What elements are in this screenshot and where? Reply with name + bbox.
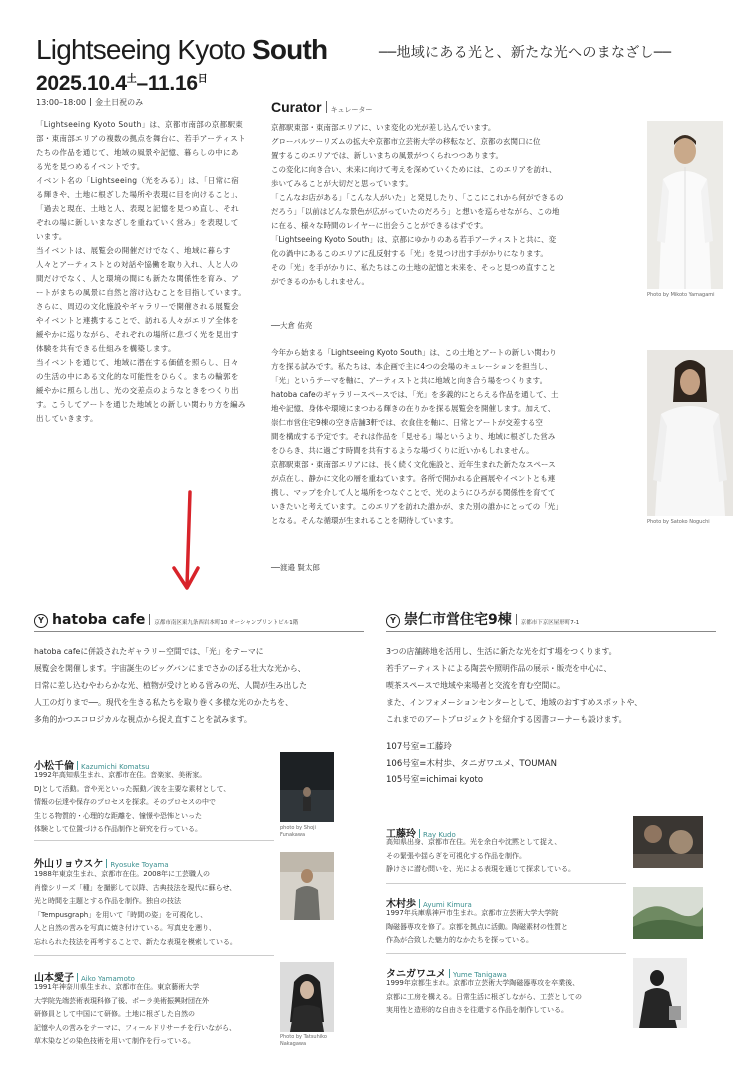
text-line: この変化に向き合い、未来に向けて考えを深めていくためには、このエリアを訪れ、 — [271, 165, 557, 174]
artist-name-en: Ayumi Kimura — [423, 901, 472, 909]
divider — [326, 101, 327, 113]
text-line: 京都駅東部・東南部エリアには、長く続く文化施設と、近年生まれた新たなスペース — [271, 460, 556, 469]
artist-photo-illustration — [633, 887, 703, 939]
event-title-bold: South — [252, 34, 328, 65]
event-title-light: Lightseeing Kyoto — [36, 34, 252, 65]
date-end: –11.16 — [136, 72, 198, 95]
text-line: 「光」というテーマを軸に、アーティストと共に地域と向き合う場をつくります。 — [271, 376, 548, 385]
event-dates — [36, 70, 207, 96]
curator-statement-1 — [271, 121, 641, 289]
artist-photo — [633, 958, 687, 1028]
room-list — [386, 739, 557, 789]
text-line: 大学院先端芸術表現科修了後、ポーラ美術振興財団在外 — [34, 996, 209, 1005]
divider — [386, 883, 626, 884]
text-line: グローバルツーリズムの拡大や京都市立芸術大学の移転など、京都の玄関口に位 — [271, 137, 541, 146]
artist-bio — [34, 868, 237, 949]
curator-heading — [271, 97, 373, 116]
artist-photo — [633, 816, 703, 868]
artist-bio — [386, 836, 575, 877]
curator-statement-2 — [271, 346, 641, 528]
text-line: 人と自然の営みを写真に焼き付けている。写真史を遡り、 — [34, 924, 216, 932]
text-line: 多角的かつエコロジカルな視点から捉え直すことを試みます。 — [34, 715, 252, 724]
venue-heading-sujin — [386, 609, 579, 629]
text-line: 置するこのエリアでは、新しいまちの風景がつくられつつあります。 — [271, 151, 503, 160]
date-start-dow: 土 — [126, 74, 137, 85]
divider — [106, 859, 107, 868]
text-line: 喫茶スペースで地域や来場者と交流を育む空間に。 — [386, 681, 565, 690]
date-start: 2025.10.4 — [36, 72, 127, 95]
artist-name-en: Aiko Yamamoto — [81, 975, 135, 983]
text-line: 「Lightseeing Kyoto South」は、京都にゆかりのある若手アーティストと共に、変 — [271, 235, 557, 244]
curator-photo-watanabe — [647, 350, 733, 516]
artist-name-en: Yume Tanigawa — [453, 971, 507, 979]
curator-title-jp: キュレーター — [330, 106, 373, 114]
artist-name-jp: 工藤玲 — [386, 829, 416, 840]
text-line: 情報の伝達や保存のプロセスを探求。そのプロセスの中で — [34, 798, 216, 806]
text-line: 草木染などの染色技術を用いて制作を行っている。 — [34, 1037, 195, 1045]
arrow-down-icon — [168, 488, 208, 598]
text-line: だろう」「以前はどんな景色が広がっていたのだろう」と想いを巡らせながら、この地 — [271, 207, 560, 216]
text-line: その「光」を手がかりに、私たちはこの土地の記憶と未来を、そっと見つめ直すこと — [271, 263, 556, 272]
text-line: 京都駅東部・東南部エリアに、いま変化の光が差し込んでいます。 — [271, 123, 496, 132]
text-line: 研修員として中国にて研修。土地に根ざした自然の — [34, 1010, 195, 1018]
intro-text — [36, 118, 246, 426]
divider — [386, 953, 626, 954]
text-line: 日常に差し込むやわらかな光、植物が受けとめる営みの光、人間が生み出した — [34, 681, 307, 690]
text-line: 記憶や人の営みをテーマに、フィールドリサーチを行いながら、 — [34, 1023, 237, 1032]
artist-name-jp: 外山リョウスケ — [34, 859, 104, 870]
text-line: 歩いてみることが大切だと思っています。 — [271, 179, 413, 188]
artist-photo — [280, 852, 334, 920]
photo-credit: photo by Shoji Funakawa — [280, 825, 316, 838]
intro-paragraph: 当イベントは、展覧会の開催だけでなく、地域に暮らす人々とアーティストとの対話や協働を取り入れ、人と人の間だけでなく、人と環境の間にも新たな関係性を育み、アートがまちの風景に自然と溶け込むことを目指しています。 — [36, 246, 246, 297]
opening-time: 13:00–18:00 — [36, 98, 87, 107]
event-title — [36, 34, 327, 66]
text-line: 京都に工房を構える。日常生活に根ざしながら、工芸としての — [386, 992, 582, 1001]
artist-photo-illustration — [633, 958, 687, 1028]
date-end-dow: 日 — [197, 74, 208, 85]
intro-paragraph: 「Lightseeing Kyoto South」は、京都市南部の京都駅東部・東南部エリアの複数の拠点を舞台に、若手アーティストたちの作品を通じて、地域の風景や記憶、暮らしの中にある光を見つめるイベントです。 — [36, 120, 246, 171]
text-line: 作為が合致した魅力的なかたちを探っている。 — [386, 936, 533, 944]
text-line: hatoba cafeのギャラリースペースでは、「光」を多義的にとらえる作品を通して、土 — [271, 390, 559, 399]
text-line: をひらき、共に過ごす時間を共有するような場づくりに近いかもしれません。 — [271, 446, 534, 455]
artist-photo-illustration — [280, 852, 334, 920]
photo-credit: Photo by Satoko Noguchi — [647, 519, 710, 525]
text-line: となる。そんな循環が生まれることを期待しています。 — [271, 516, 458, 525]
portrait-illustration — [647, 350, 733, 516]
curator-title: Curator — [271, 99, 322, 115]
curator-signature-1: ──大倉 佑亮 — [271, 321, 313, 330]
text-line: DJとして活動。音や光といった振動／波を主要な素材として、 — [34, 784, 231, 793]
artist-name-en: Ray Kudo — [423, 831, 456, 839]
text-line: 若手アーティストによる陶芸や照明作品の展示・販売を中心に、 — [386, 664, 612, 673]
venue-description-sujin — [386, 643, 642, 728]
text-line: 1988年東京生まれ、京都市在住。2008年に工芸職人の — [34, 870, 211, 878]
artist-photo — [280, 962, 334, 1032]
text-line: 「Tempusgraph」を用いて「時間の姿」を可視化し、 — [34, 910, 208, 919]
text-line: 陶磁器専攻を修了。京都を拠点に活動。陶磁素材の性質と — [386, 922, 568, 931]
text-line: 崇仁市営住宅9棟の空き店舗3軒では、衣食住を軸に、日常とアートが交差する空 — [271, 418, 543, 427]
curator-signature-2: ──渡邉 賢太郎 — [271, 563, 320, 572]
text-line: 1991年神奈川県生まれ、京都市在住。東京藝術大学 — [34, 983, 200, 991]
text-line: いきたいと考えています。このエリアを訪れた誰かが、また別の誰かにとっての「光」 — [271, 502, 563, 511]
artist-name-en: Ryosuke Toyama — [110, 861, 169, 869]
text-line: 1999年京都生まれ。京都市立芸術大学陶磁器専攻を卒業後、 — [386, 979, 580, 987]
artist-bio — [34, 769, 230, 837]
artist-photo-illustration — [633, 816, 703, 868]
venue-name: hatoba cafe — [52, 612, 146, 628]
venue-description-hatoba — [34, 643, 307, 728]
text-line: また、インフォメーションセンターとして、地域のおすすめスポットや、 — [386, 698, 643, 707]
text-line: ができるのかもしれません。 — [271, 277, 369, 286]
text-line: 「こんなお店がある」「こんな人がいた」と発見したり、「ここにこれから何ができるの — [271, 193, 564, 202]
text-line: 人工の灯りまで──。現代を生きる私たちを取り巻く多様な光のかたちを、 — [34, 698, 293, 707]
text-line: 間を構成する予定です。それは作品を「見せる」場というより、地域に根ざした営み — [271, 432, 556, 441]
section-rule — [386, 631, 716, 632]
text-line: 光と時間を主題とする作品を制作。独自の技法 — [34, 897, 181, 905]
event-hours — [36, 97, 143, 108]
divider — [90, 98, 91, 106]
event-subtitle: ──地域にある光と、新たな光へのまなざし── — [379, 45, 672, 61]
opening-days: 金土日祝のみ — [95, 98, 144, 107]
artist-photo-illustration — [280, 752, 334, 822]
text-line: が点在し、静かに文化の層を重ねています。各所で開かれる企画展やイベントとも連 — [271, 474, 556, 483]
text-line: 実用性と造形的な自由さを往還する作品を制作している。 — [386, 1006, 568, 1014]
divider — [149, 614, 150, 625]
text-line: 肖像シリーズ「種」を撮影して以降、古典技法を現代に蘇らせ、 — [34, 883, 237, 892]
text-line: その緊張や揺らぎを可視化する作品を制作。 — [386, 851, 526, 860]
text-line: 1997年兵庫県神戸市生まれ。京都市立芸術大学大学院 — [386, 909, 559, 917]
artist-photo — [633, 887, 703, 939]
divider — [516, 614, 517, 625]
text-line: 3つの店舗跡地を活用し、生活に新たな光を灯す場をつくります。 — [386, 647, 617, 656]
artist-photo-illustration — [280, 962, 334, 1032]
artist-name-jp: 木村歩 — [386, 899, 416, 910]
text-line: 1992年高知県生まれ、京都市在住。音楽家、美術家。 — [34, 771, 207, 779]
room-item: 106号室=木村歩、タニガワユメ、TOUMAN — [386, 758, 557, 769]
venue-address: 京都市南区東九条西岩本町10 オーシャンプリントビル1階 — [154, 620, 299, 626]
photo-credit: Photo by Mikoto Yamagami — [647, 292, 715, 298]
text-line: 高知県出身、京都市在住。光を余白や沈黙として捉え、 — [386, 838, 562, 846]
curator-photo-okura — [647, 121, 723, 289]
venue-name: 崇仁市営住宅9棟 — [404, 612, 512, 628]
venue-address: 京都市下京区屋形町7-1 — [520, 620, 580, 626]
intro-paragraph: イベント名の「Lightseeing（光をみる）」は、「日常に宿る輝きや、土地に根ざした場所や表現に目を向けること」、「過去と現在、土地と人、表現と記憶を見つめ直し、それぞれの場に新しいまなざしを重ねていく営み」を表現しています。 — [36, 176, 243, 241]
text-line: 携し、マップを介して人と場所をつなぐことで、光のようにひろがる関係性を育てて — [271, 488, 556, 497]
text-line: 静けさに潜む問いを、光による表現を通じて探求している。 — [386, 865, 575, 873]
divider — [34, 955, 274, 956]
text-line: 展覧会を開催します。宇宙誕生のビッグバンにまでさかのぼる壮大な光から、 — [34, 664, 306, 673]
artist-name-en: Kazumichi Komatsu — [81, 763, 150, 771]
room-item: 107号室=工藤玲 — [386, 742, 452, 752]
text-line: 今年から始まる「Lightseeing Kyoto South」は、この土地とアートの新しい関わり — [271, 348, 557, 357]
text-line: 地や記憶、身体や環境にまつわる輝きの在りかを探る展覧会を開催します。加えて、 — [271, 404, 556, 413]
text-line: hatoba cafeに併設されたギャラリー空間では、「光」をテーマに — [34, 647, 264, 656]
intro-paragraph: さらに、周辺の文化施設やギャラリーで開催される展覧会やイベントと連携することで、訪れる人々がエリア全体を緩やかに巡りながら、それぞれの場所に息づく光を見出す体験を共有できる仕組みを構築します。 — [36, 302, 239, 353]
map-pin-icon: Y — [386, 614, 400, 628]
divider — [34, 840, 274, 841]
artist-photo — [280, 752, 334, 822]
text-line: 化の渦中にあるこのエリアに乱反射する「光」を見つけ出す手がかりになります。 — [271, 249, 548, 258]
map-pin-icon: Y — [34, 614, 48, 628]
text-line: 生じる物質的・心理的な距離を、憧憬や恐怖といった — [34, 811, 202, 820]
artist-bio — [34, 981, 236, 1049]
text-line: 体験として位置づける作品制作と研究を行っている。 — [34, 825, 202, 833]
room-item: 105号室=ichimai kyoto — [386, 775, 484, 785]
text-line: 方を探る試みです。私たちは、本企画で主に4つの会場のキュレーションを担当し、 — [271, 362, 553, 371]
photo-credit: Photo by Tatsuhiko Nakagawa — [280, 1034, 327, 1047]
artist-bio — [386, 977, 582, 1018]
intro-paragraph: 当イベントを通じて、地域に潜在する価値を照らし、日々の生活の中にある文化的な可能性をひらく。まちの輪郭を緩やかに照らし出し、光の交差点のようなときをつくり出す。こうしてアートを通じた地域との新しい関わり方を編み出していきます。 — [36, 358, 246, 423]
text-line: に在る、様々な時間のレイヤーに出会うことができるはずです。 — [271, 221, 488, 230]
text-line: これまでのアートプロジェクトを紹介する図書コーナーも設けます。 — [386, 715, 627, 724]
artist-name-jp: 小松千倫 — [34, 761, 74, 772]
portrait-illustration — [647, 121, 723, 289]
venue-heading-hatoba — [34, 609, 298, 628]
artist-bio — [386, 907, 568, 948]
text-line: 忘れられた技法を再考することで、新たな表現を模索している。 — [34, 937, 237, 946]
section-rule — [34, 631, 364, 632]
artist-name-jp: 山本愛子 — [34, 973, 74, 984]
artist-name-jp: タニガワユメ — [386, 969, 446, 980]
